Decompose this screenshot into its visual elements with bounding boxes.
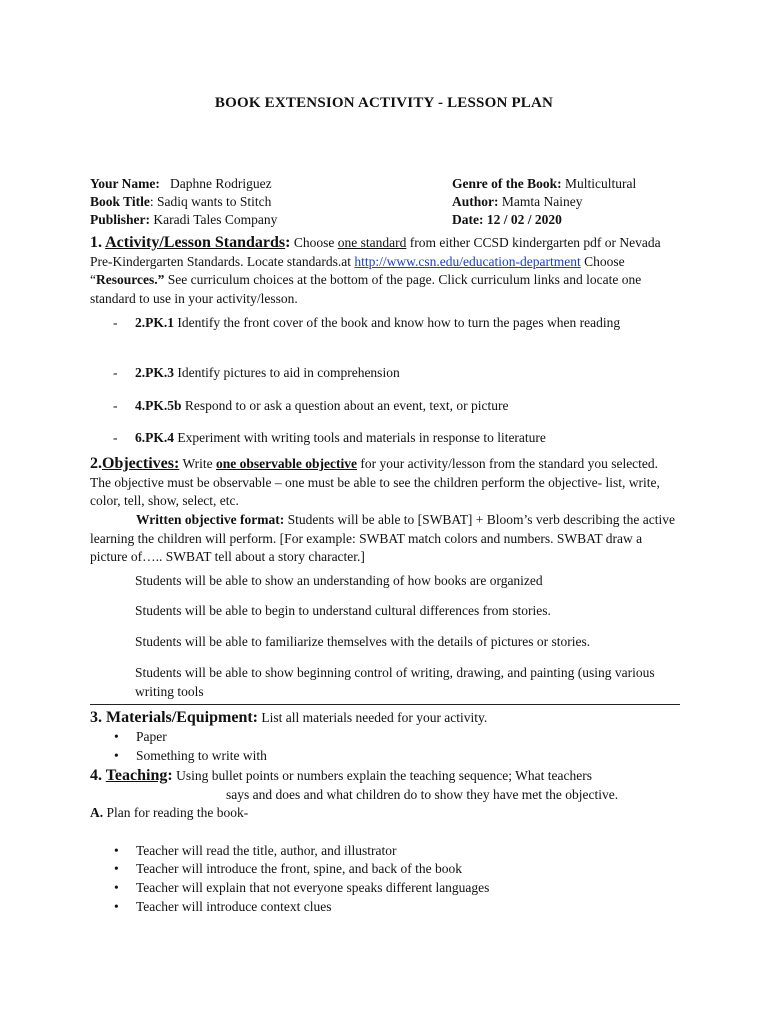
book-title-row xyxy=(90,193,271,211)
objective-format-text: Students will be able to [SWBAT] + Bloom’s verb describing the active learning the children will perform. [For example: SWBAT match colors and numbers. SWBAT draw a picture of….. SWBAT tell about a story character.] xyxy=(90,512,675,564)
section3-title: Materials/Equipment xyxy=(106,709,253,726)
standard-description: Respond to or ask a question about an event, text, or picture xyxy=(181,398,509,413)
date-row xyxy=(452,211,562,229)
standard-code: 2.PK.1 xyxy=(135,315,174,330)
section2-title: Objectives: xyxy=(102,455,180,472)
section-objectives xyxy=(90,455,680,511)
publisher-value: Karadi Tales Company xyxy=(153,212,278,227)
section1-text-b: from either CCSD kindergarten pdf or Nevada Pre-Kindergarten Standards. Locate standards.at xyxy=(90,235,661,269)
section-materials xyxy=(90,709,680,728)
genre-row xyxy=(452,175,636,193)
standard-text xyxy=(135,429,655,448)
bullet-icon: • xyxy=(114,729,119,744)
name-label: Your Name: xyxy=(90,176,160,191)
section1-number: 1. xyxy=(90,234,102,251)
section4-continued: says and does and what children do to show they have met the objective. xyxy=(226,787,619,802)
section4-number: 4. xyxy=(90,767,102,784)
bullet-icon: • xyxy=(114,861,119,876)
page-title: BOOK EXTENSION ACTIVITY - LESSON PLAN xyxy=(214,95,554,111)
bullet-icon: • xyxy=(114,899,119,914)
section1-one-standard: one standard xyxy=(337,235,407,250)
teaching-text: Teacher will read the title, author, and illustrator xyxy=(136,843,397,858)
standard-code: 4.PK.5b xyxy=(135,398,182,413)
standard-text xyxy=(135,314,655,333)
teaching-text: Teacher will explain that not everyone speaks different languages xyxy=(136,880,490,895)
publisher-row xyxy=(90,211,277,229)
section-teaching xyxy=(90,767,680,786)
plan-text: Plan for reading the book- xyxy=(103,805,249,820)
dash-marker: - xyxy=(113,315,118,330)
section2-one-objective: one observable objective xyxy=(216,456,357,471)
section2-text-b: for your activity/lesson from the standard you selected. The objective must be observable – one must be able to see the children perform the objective- list, write, color, tell, show, select, etc. xyxy=(90,456,660,508)
author-label: Author: xyxy=(452,194,499,209)
objective-item: Students will be able to show beginning control of writing, drawing, and painting (using various writing tools xyxy=(135,665,655,699)
plan-label: A. xyxy=(90,805,104,820)
plan-reading-line xyxy=(90,804,680,823)
section2-number: 2. xyxy=(90,455,102,472)
bullet-icon: • xyxy=(114,748,119,763)
section2-heading xyxy=(90,455,179,472)
section-standards xyxy=(90,234,680,308)
section1-text-d: See curriculum choices at the bottom of the page. Click curriculum links and locate one standard to use in your activity/lesson. xyxy=(90,272,642,306)
objective-item: Students will be able to familiarize themselves with the details of pictures or stories. xyxy=(135,634,591,649)
dash-marker: - xyxy=(113,365,118,380)
bullet-icon: • xyxy=(114,843,119,858)
section1-title: Activity/Lesson Standards xyxy=(105,234,286,251)
standard-code: 2.PK.3 xyxy=(135,365,174,380)
section2-text-a: Write xyxy=(179,456,217,471)
author-row xyxy=(452,193,582,211)
material-text: Something to write with xyxy=(136,748,267,763)
publisher-label: Publisher: xyxy=(90,212,151,227)
standard-text xyxy=(135,364,655,383)
bullet-icon: • xyxy=(114,880,119,895)
section1-colon: : xyxy=(285,234,291,251)
section1-resources: Resources.” xyxy=(96,272,165,287)
section4-title: Teaching xyxy=(105,767,168,784)
material-text: Paper xyxy=(136,729,167,744)
dash-marker: - xyxy=(113,430,118,445)
standard-code: 6.PK.4 xyxy=(135,430,174,445)
section-divider xyxy=(90,704,680,705)
name-row xyxy=(90,175,272,193)
section3-colon: : xyxy=(252,709,258,726)
section3-heading xyxy=(90,709,258,726)
objective-format-label: Written objective format: xyxy=(136,512,285,527)
standard-description: Experiment with writing tools and materials in response to literature xyxy=(174,430,546,445)
genre-label: Genre of the Book: xyxy=(452,176,562,191)
book-title-value: : Sadiq wants to Stitch xyxy=(149,194,272,209)
section4-colon: : xyxy=(167,767,173,784)
section1-text-a: Choose xyxy=(293,235,338,250)
objective-item: Students will be able to begin to understand cultural differences from stories. xyxy=(135,603,551,618)
section4-heading xyxy=(90,767,173,784)
book-title-label: Book Title xyxy=(90,194,150,209)
standard-text xyxy=(135,397,655,416)
name-value: Daphne Rodriguez xyxy=(170,176,272,191)
section4-text-a: Using bullet points or numbers explain the teaching sequence; What teachers xyxy=(172,768,592,783)
author-value: Mamta Nainey xyxy=(501,194,583,209)
objective-format xyxy=(90,511,680,567)
standard-description: Identify the front cover of the book and know how to turn the pages when reading xyxy=(174,315,621,330)
standards-link[interactable]: http://www.csn.edu/education-department xyxy=(354,253,581,269)
teaching-text: Teacher will introduce context clues xyxy=(136,899,332,914)
teaching-text: Teacher will introduce the front, spine, and back of the book xyxy=(136,861,462,876)
standard-description: Identify pictures to aid in comprehension xyxy=(174,365,400,380)
dash-marker: - xyxy=(113,398,118,413)
date-label: Date: 12 / 02 / 2020 xyxy=(452,212,562,227)
section3-number: 3. xyxy=(90,709,102,726)
section1-heading xyxy=(90,234,290,251)
section1-text-c: Choose “ xyxy=(90,253,625,287)
genre-value: Multicultural xyxy=(565,176,637,191)
objective-item: Students will be able to show an understanding of how books are organized xyxy=(135,573,543,588)
section3-text: List all materials needed for your activity. xyxy=(258,710,488,725)
